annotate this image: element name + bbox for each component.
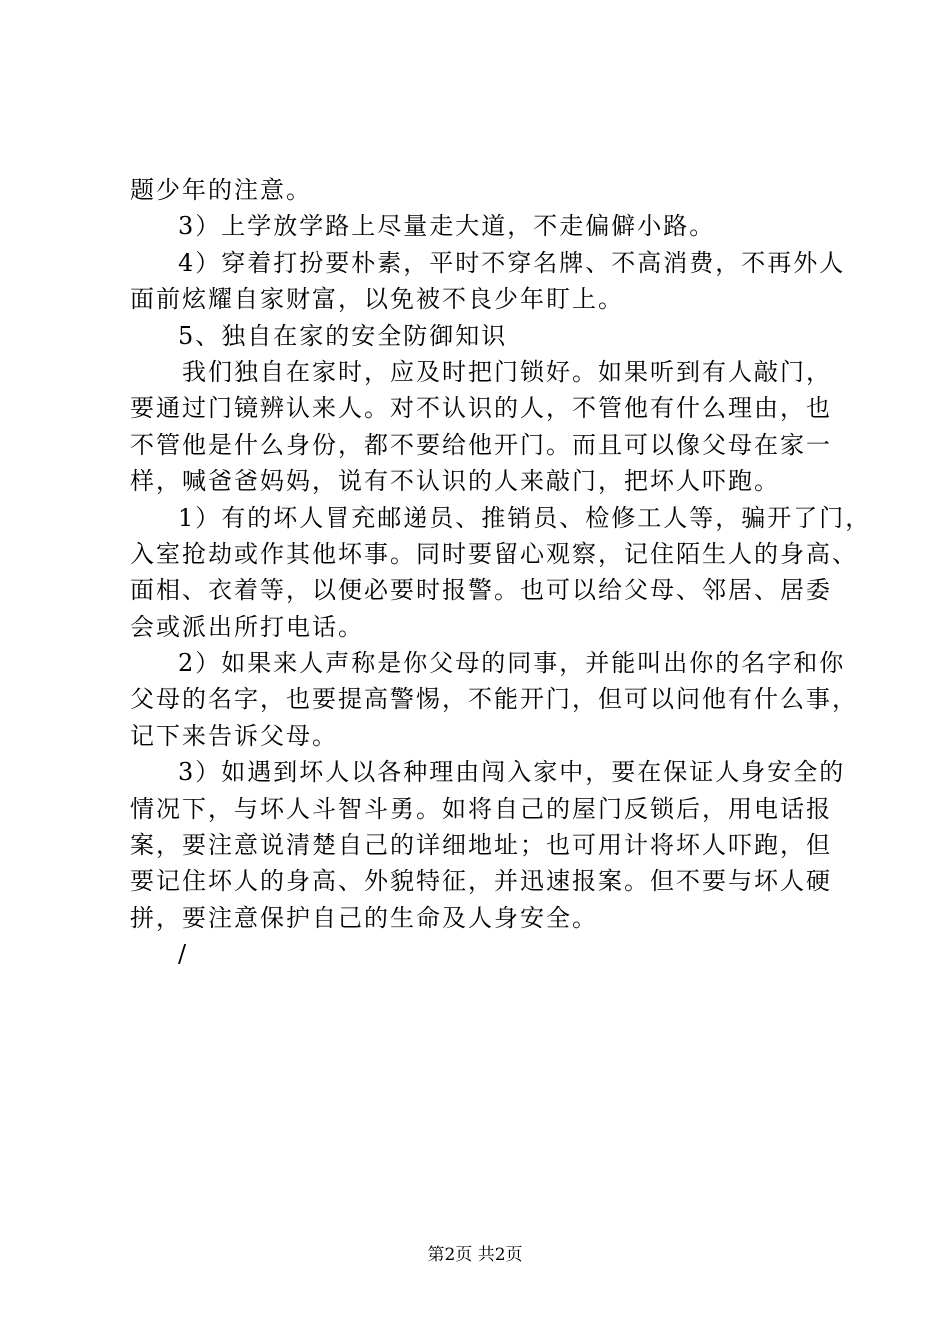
paragraph-line: 3）上学放学路上尽量走大道，不走偏僻小路。 (178, 212, 716, 241)
paragraph-line: 要记住坏人的身高、外貌特征，并迅速报案。但不要与坏人硬 (130, 867, 832, 896)
paragraph-line: 面前炫耀自家财富，以免被不良少年盯上。 (130, 285, 624, 314)
paragraph-line: 我们独自在家时，应及时把门锁好。如果听到有人敲门， (182, 357, 832, 386)
paragraph-line: 会或派出所打电话。 (130, 612, 364, 641)
paragraph-line: 题少年的注意。 (130, 176, 312, 204)
paragraph-line: 要通过门镜辨认来人。对不认识的人，不管他有什么理由，也 (130, 394, 832, 423)
paragraph-line: 情况下，与坏人斗智斗勇。如将自己的屋门反锁后，用电话报 (130, 794, 832, 823)
paragraph-line: 记下来告诉父母。 (130, 721, 338, 750)
document-body (130, 172, 872, 973)
paragraph-line: 2）如果来人声称是你父母的同事，并能叫出你的名字和你 (178, 649, 846, 678)
paragraph-line: 案，要注意说清楚自己的详细地址；也可用计将坏人吓跑，但 (130, 831, 832, 860)
paragraph-line: 4）穿着打扮要朴素，平时不穿名牌、不高消费，不再外人 (178, 248, 846, 277)
paragraph-line: 入室抢劫或作其他坏事。同时要留心观察，记住陌生人的身高、 (130, 539, 858, 568)
paragraph-line: 父母的名字，也要提高警惕，不能开门，但可以问他有什么事， (130, 685, 858, 714)
paragraph-line: 面相、衣着等，以便必要时报警。也可以给父母、邻居、居委 (130, 576, 832, 605)
slash-mark: / (178, 940, 189, 969)
paragraph-line: 样，喊爸爸妈妈，说有不认识的人来敲门，把坏人吓跑。 (130, 467, 780, 496)
paragraph-line: 不管他是什么身份，都不要给他开门。而且可以像父母在家一 (130, 430, 832, 459)
page-footer: 第2页 共2页 (427, 1245, 523, 1265)
paragraph-line: 3）如遇到坏人以各种理由闯入家中，要在保证人身安全的 (178, 758, 846, 787)
paragraph-line: 1）有的坏人冒充邮递员、推销员、检修工人等，骗开了门， (178, 503, 872, 532)
paragraph-line: 拼，要注意保护自己的生命及人身安全。 (130, 903, 598, 932)
section-heading: 5、独自在家的安全防御知识 (178, 321, 508, 350)
